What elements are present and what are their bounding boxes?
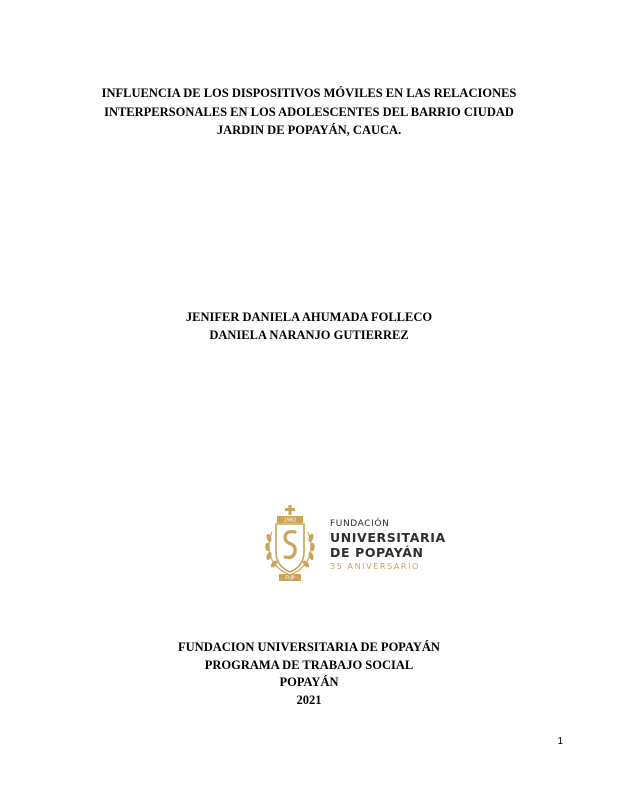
logo-line-popayan: DE POPAYÁN — [330, 545, 424, 560]
logo-line-universitaria: UNIVERSITARIA — [330, 530, 446, 545]
program-name: PROGRAMA DE TRABAJO SOCIAL — [204, 657, 414, 672]
authors-block — [100, 309, 518, 344]
title-line: JARDIN DE POPAYÁN, CAUCA. — [216, 123, 402, 137]
document-title — [100, 84, 518, 140]
city-name: POPAYÁN — [279, 675, 339, 689]
university-logo — [258, 502, 446, 586]
logo-line-aniversario: 35 ANIVERSARIO — [330, 562, 420, 571]
logo-line-fundacion: FUNDACIÓN — [330, 519, 390, 529]
title-line: INFLUENCIA DE LOS DISPOSITIVOS MÓVILES EN LAS RELACIONES — [101, 86, 517, 100]
university-emblem-icon — [258, 502, 322, 586]
logo-wordmark — [330, 518, 446, 574]
page-number: 1 — [557, 736, 563, 747]
year: 2021 — [296, 692, 322, 707]
svg-text:1982: 1982 — [283, 517, 297, 524]
institution-block — [100, 639, 518, 709]
institution-name: FUNDACION UNIVERSITARIA DE POPAYÁN — [178, 640, 440, 654]
author-name: JENIFER DANIELA AHUMADA FOLLECO — [185, 310, 433, 324]
title-line: INTERPERSONALES EN LOS ADOLESCENTES DEL BARRIO CIUDAD — [104, 104, 514, 119]
author-name: DANIELA NARANJO GUTIERREZ — [209, 327, 409, 342]
svg-text:FUP: FUP — [285, 575, 295, 582]
